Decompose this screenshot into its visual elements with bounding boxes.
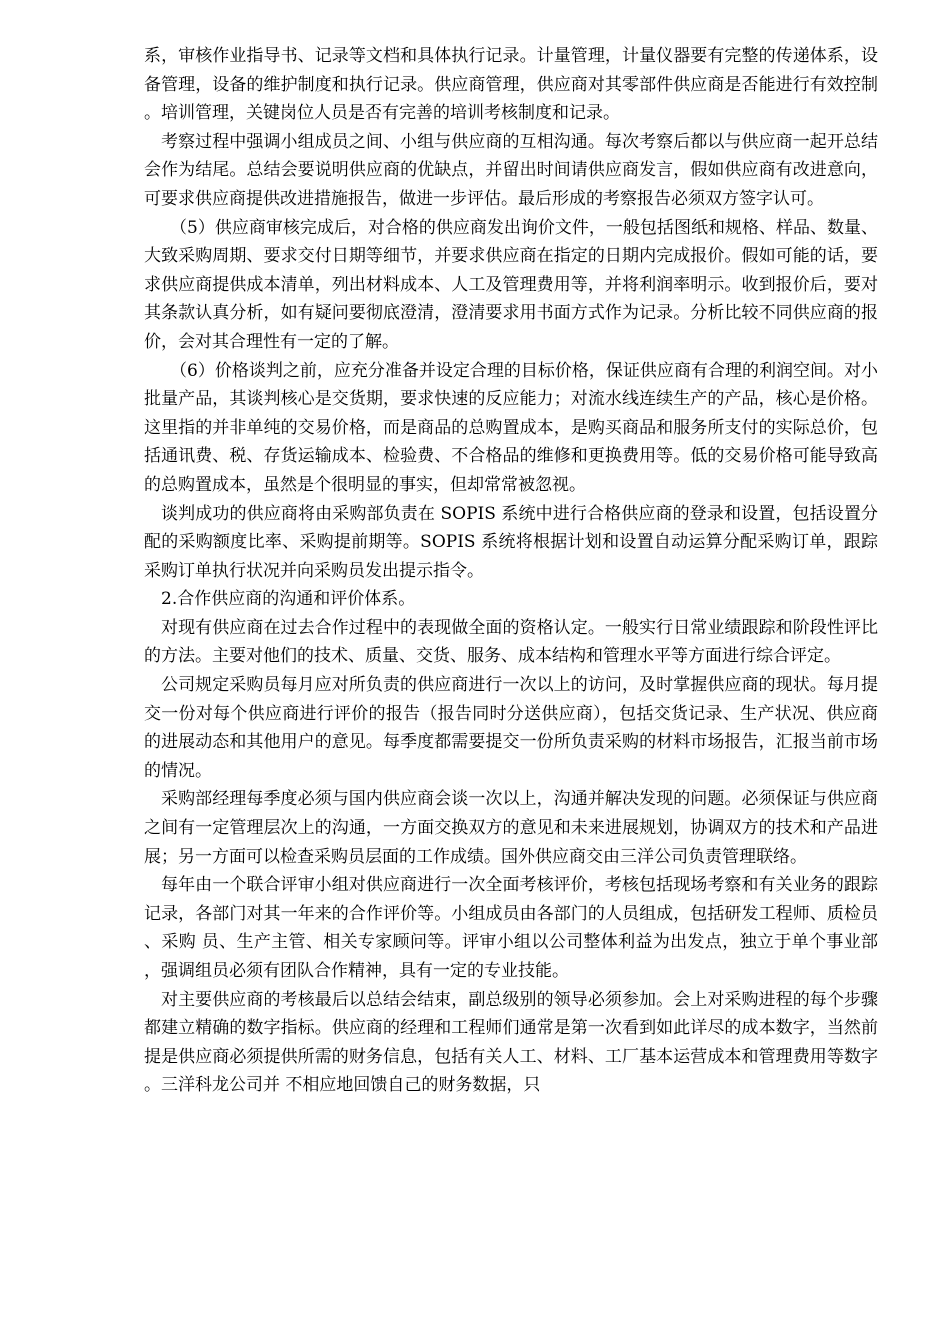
paragraph-monthly-visits: 公司规定采购员每月应对所负责的供应商进行一次以上的访问，及时掌握供应商的现状。每月提交一份对每个供应商进行评价的报告（报告同时分送供应商），包括交货记录、生产状况、供应商的进展动态和其他用户的意见。每季度都需要提交一份所负责采购的材料市场报告，汇报当前市场的情况。 [144, 675, 878, 781]
paragraph-management-review: 系，审核作业指导书、记录等文档和具体执行记录。计量管理，计量仪器要有完整的传递体系，设备管理，设备的维护制度和执行记录。供应商管理，供应商对其零部件供应商是否能进行有效控制。培训管理，关键岗位人员是否有完善的培训考核制度和记录。 [144, 46, 878, 124]
paragraph-qualification-review: 对现有供应商在过去合作过程中的表现做全面的资格认定。一般实行日常业绩跟踪和阶段性评比的方法。主要对他们的技术、质量、交货、服务、成本结构和管理水平等方面进行综合评定。 [144, 617, 878, 667]
paragraph-step-5-quotation: （5）供应商审核完成后，对合格的供应商发出询价文件，一般包括图纸和规格、样品、数量、大致采购周期、要求交付日期等细节，并要求供应商在指定的日期内完成报价。假如可能的话，要求供应商提供成本清单，列出材料成本、人工及管理费用等，并将利润率明示。收到报价后，要对其条款认真分析，如有疑问要彻底澄清，澄清要求用书面方式作为记录。分析比较不同供应商的报价，会对其合理性有一定的了解。 [144, 217, 878, 352]
section-heading-supplier-evaluation: 2.合作供应商的沟通和评价体系。 [161, 589, 416, 610]
paragraph-step-6-negotiation: （6）价格谈判之前，应充分准备并设定合理的目标价格，保证供应商有合理的利润空间。对小批量产品，其谈判核心是交货期，要求快速的反应能力；对流水线连续生产的产品，核心是价格。这里指的并非单纯的交易价格，而是商品的总购置成本，是购买商品和服务所支付的实际总价，包括通讯费、税、存货运输成本、检验费、不合格品的维修和更换费用等。低的交易价格可能导致高的总购置成本，虽然是个很明显的事实，但却常常被忽视。 [144, 360, 878, 495]
paragraph-inspection-communication: 考察过程中强调小组成员之间、小组与供应商的互相沟通。每次考察后都以与供应商一起开总结会作为结尾。总结会要说明供应商的优缺点，并留出时间请供应商发言，假如供应商有改进意向，可要求供应商提供改进措施报告，做进一步评估。最后形成的考察报告必须双方签字认可。 [144, 131, 878, 209]
paragraph-quarterly-meetings: 采购部经理每季度必须与国内供应商会谈一次以上，沟通并解决发现的问题。必须保证与供应商之间有一定管理层次上的沟通，一方面交换双方的意见和未来进展规划，协调双方的技术和产品进展；另一方面可以检查采购员层面的工作成绩。国外供应商交由三洋公司负责管理联络。 [144, 789, 878, 867]
paragraph-annual-evaluation: 每年由一个联合评审小组对供应商进行一次全面考核评价，考核包括现场考察和有关业务的跟踪记录，各部门对其一年来的合作评价等。小组成员由各部门的人员组成，包括研发工程师、质检员、采购 员、生产主管、相关专家顾问等。评审小组以公司整体利益为出发点，独立于单个事业部，强调组员必须有团队合作精神，具有一定的专业技能。 [144, 875, 878, 981]
document-page [144, 42, 878, 1100]
paragraph-sopis-registration: 谈判成功的供应商将由采购部负责在 SOPIS 系统中进行合格供应商的登录和设置，包括设置分配的采购额度比率、采购提前期等。SOPIS 系统将根据计划和设置自动运算分配采购订单，跟踪采购订单执行状况并向采购员发出提示指令。 [144, 503, 878, 581]
paragraph-summary-meeting: 对主要供应商的考核最后以总结会结束，副总级别的领导必须参加。会上对采购进程的每个步骤都建立精确的数字指标。供应商的经理和工程师们通常是第一次看到如此详尽的成本数字，当然前提是供应商必须提供所需的财务信息，包括有关人工、材料、工厂基本运营成本和管理费用等数字。三洋科龙公司并 不相应地回馈自己的财务数据，只 [144, 989, 878, 1096]
